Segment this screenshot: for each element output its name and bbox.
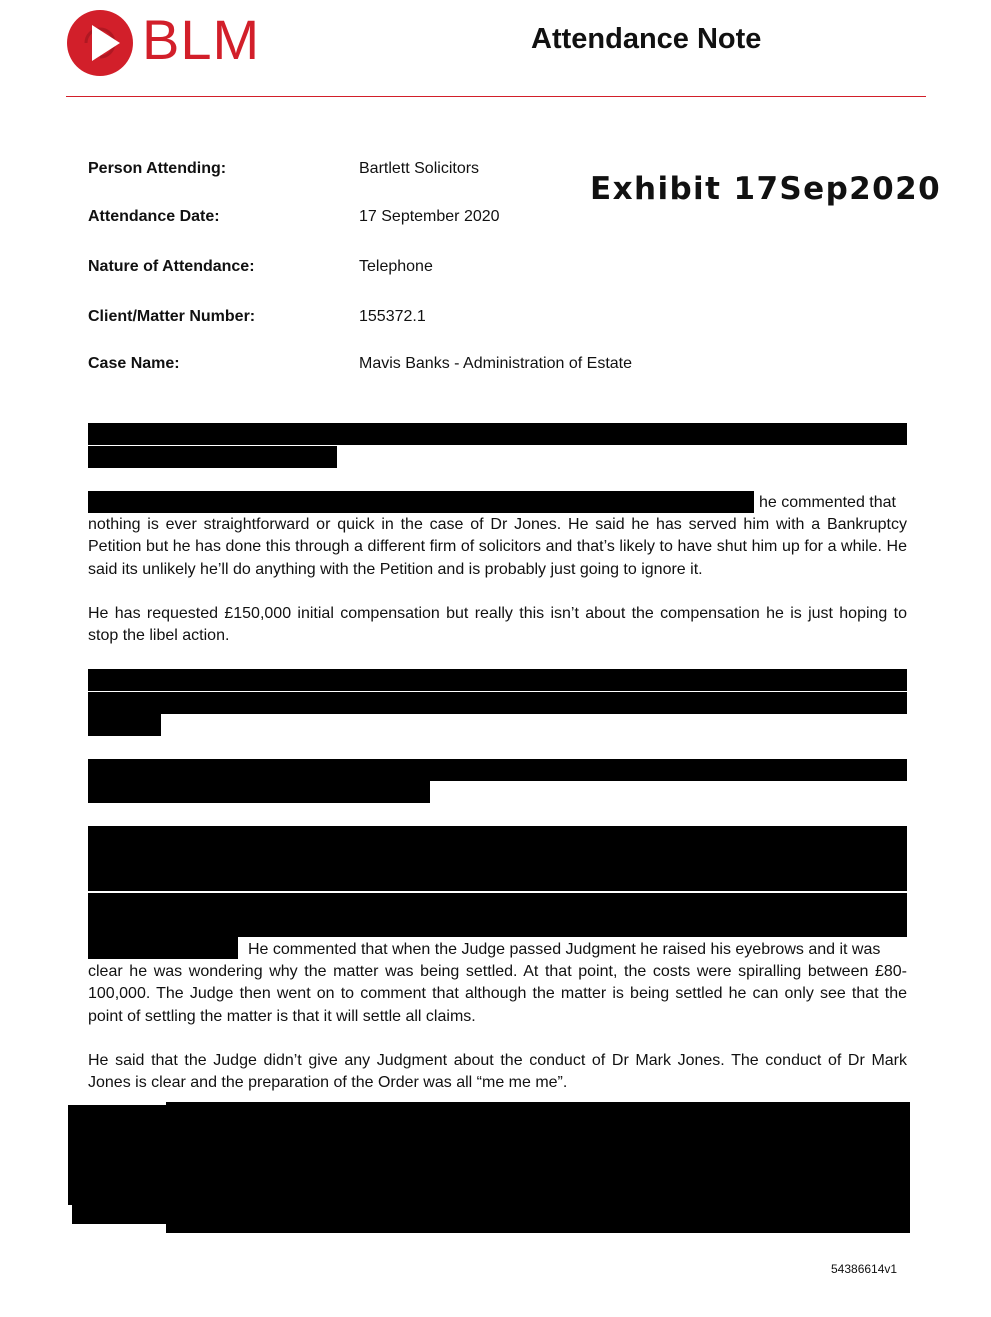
field-value-case-name: Mavis Banks - Administration of Estate <box>359 355 632 372</box>
field-value-client-matter-number: 155372.1 <box>359 308 426 325</box>
redaction-bar <box>88 491 754 513</box>
field-value-nature-of-attendance: Telephone <box>359 258 433 275</box>
redaction-bar <box>88 446 337 468</box>
para1-first-line-text: he commented that <box>759 494 896 511</box>
field-value-person-attending: Bartlett Solicitors <box>359 160 480 177</box>
document-reference: 54386614v1 <box>831 1262 898 1276</box>
blm-logo-icon <box>66 9 134 77</box>
field-label-person-attending: Person Attending: <box>88 160 227 177</box>
header-divider <box>66 96 926 97</box>
para1-text: nothing is ever straightforward or quick in the case of Dr Jones. He said he has served him with a Bankruptcy Petition but he has done this through a different firm of solicitors and that’s likely to have shut him up for a while. He said its unlikely he’ll do anything with the Petition and is probably just going to ignore it. <box>88 516 907 578</box>
redaction-bar <box>88 937 238 959</box>
redaction-bar <box>88 669 907 691</box>
redaction-bar <box>88 893 907 937</box>
exhibit-stamp: Exhibit 17Sep2020 <box>590 171 942 207</box>
para3-text: clear he was wondering why the matter was being settled. At that point, the costs were spiralling between £80-100,000. The Judge then went on to comment that although the matter is being settled he can only see that the point of settling the matter is that it will settle all claims. <box>88 963 907 1025</box>
redaction-bar <box>88 714 161 736</box>
redaction-bar <box>88 423 907 445</box>
redaction-bar <box>88 692 907 714</box>
redaction-bar <box>88 781 430 803</box>
page-title: Attendance Note <box>531 23 762 55</box>
field-label-case-name: Case Name: <box>88 355 180 372</box>
field-label-nature-of-attendance: Nature of Attendance: <box>88 258 255 275</box>
field-value-attendance-date: 17 September 2020 <box>359 208 500 225</box>
field-label-attendance-date: Attendance Date: <box>88 208 220 225</box>
redaction-bar <box>72 1200 166 1224</box>
para2-text: He has requested £150,000 initial compensation but really this isn’t about the compensation he is just hoping to stop the libel action. <box>88 605 907 645</box>
para3-first-line-text: He commented that when the Judge passed Judgment he raised his eyebrows and it was <box>248 941 881 958</box>
field-label-client-matter-number: Client/Matter Number: <box>88 308 256 325</box>
para4-text: He said that the Judge didn’t give any Judgment about the conduct of Dr Mark Jones. The conduct of Dr Mark Jones is clear and the preparation of the Order was all “me me me”. <box>88 1052 907 1092</box>
redaction-bar <box>88 826 907 891</box>
redaction-bar <box>88 759 907 781</box>
redaction-bar <box>166 1102 910 1233</box>
logo-wordmark: BLM <box>142 8 261 71</box>
redaction-bar <box>68 1105 166 1205</box>
